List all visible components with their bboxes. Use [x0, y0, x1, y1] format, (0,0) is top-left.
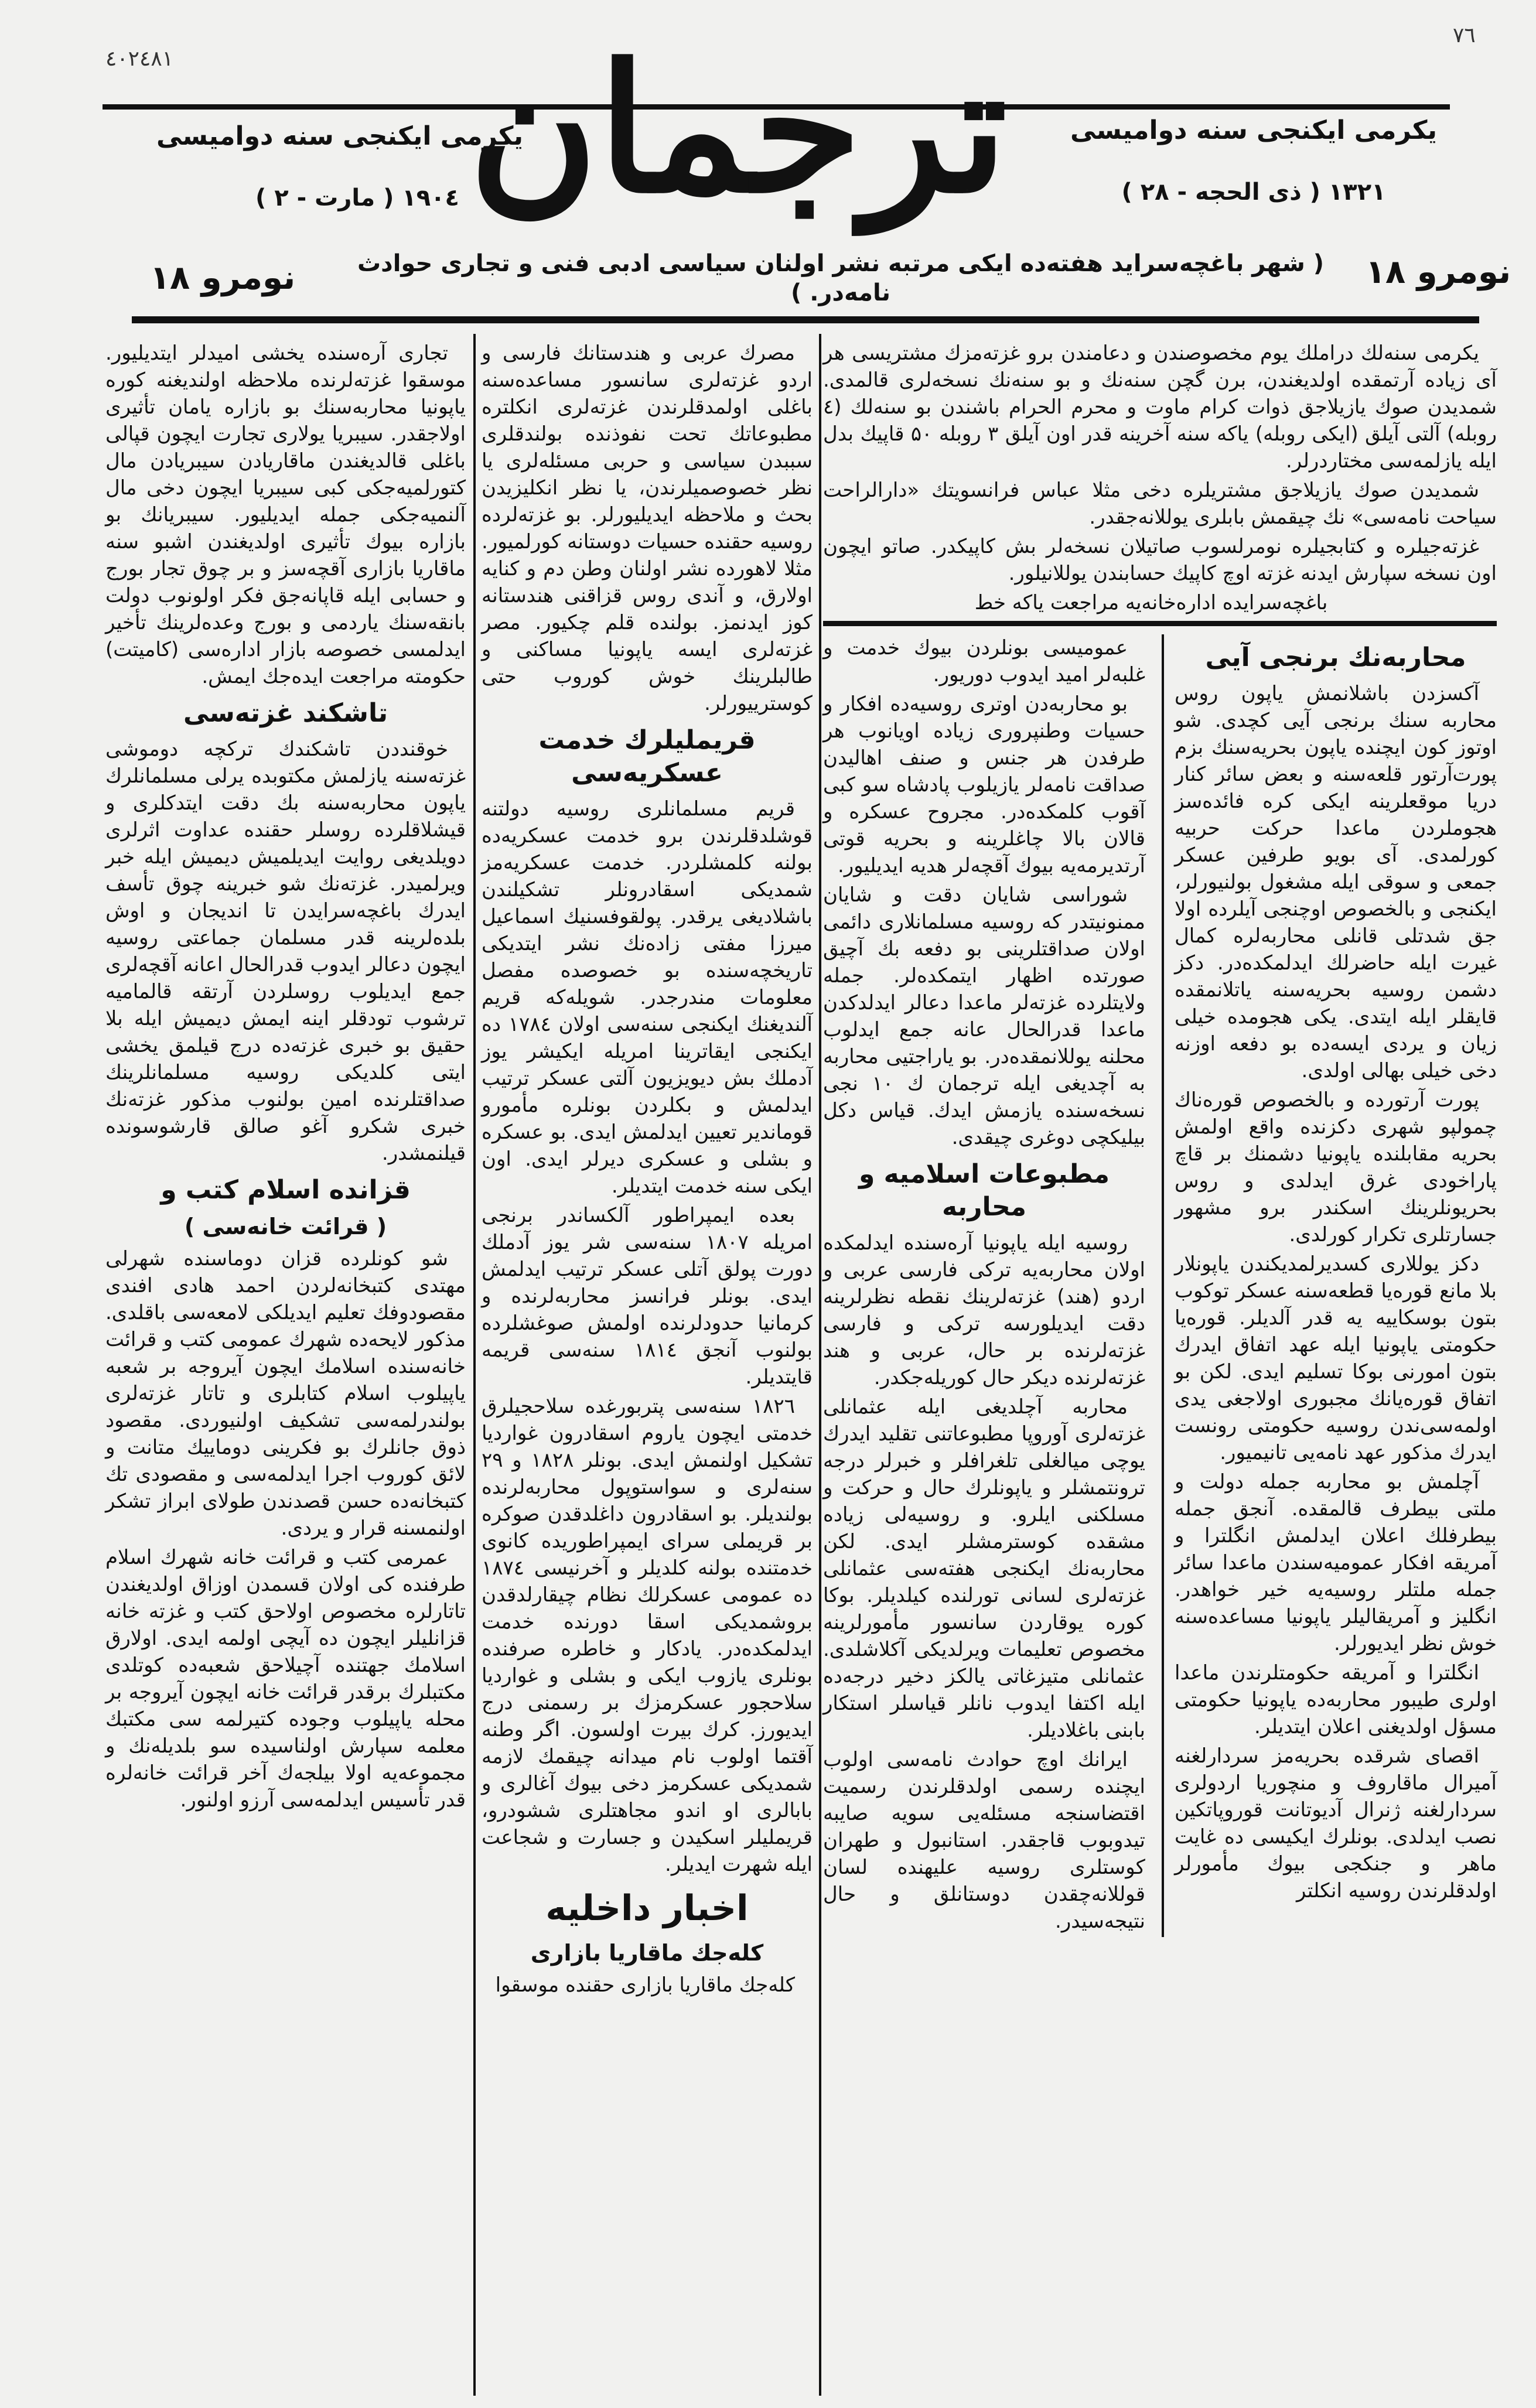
article-subheading: ( قرائت خانه‌سی )	[184, 1214, 387, 1239]
notice-bottom-rule	[823, 621, 1497, 626]
article-paragraph: محاربه آچلدیغی ایله عثمانلی غزته‌لری آوروپا مطبوعاتنی تقلید ایدرك یوچی میالغلی تلغرافلر و خبرلر درجه ترونتمشلر و یاپونلرك حال و حرکت و مسلکنی ایلرو. و روسیه‌لی زیاده مشقده کوسترمشلر ایدی. لکن محاربه‌نك ایکنجی هفته‌سی عثمانلی غزته‌لری لسانی تورلنده کیلدیلر. بوکا کوره یوقاردن سانسور مأمورلرینه مخصوص تعلیمات ویرلدیکی آکلاشلدی. عثمانلی متیزغاتی یالکز دخیر درجه‌ده ایله اکتفا ایدوب نانلر قیاسلر استکار بابنی باغلادیلر.	[823, 1395, 1145, 1742]
article-paragraph: بو محاربه‌دن اوتری روسیه‌ده افکار و حسیات وطنپروری زیاده اویانوب هر طرفدن هر جنس و صنف اهالیدن صداقت نامه‌لر یازیلوب پادشاه سو کبی آقوب کلمکده‌در. مجروح عسکره و قالان بالا چاغلرینه و بحریه قوتی آرتدیرمه‌یه بیوك آقچه‌لر هدیه ایدیلیور.	[823, 692, 1145, 877]
article-heading: قریملیلرك خدمت عسکریه‌سی	[538, 725, 756, 788]
article-paragraph: خوقنددن تاشکندك ترکچه دوموشی غزته‌سنه یازلمش مکتوبده یرلی مسلمانلرك یاپون محاربه‌سنه بك دقت ایتدکلری و قیشلاقلرده روسلر حقنده عداوت اثرلری دویلدیغی روایت ایدیلمیش دیمیش ایله خبر ویرلمیدر. غزته‌نك شو خبرینه چوق تأسف ایدرك باغچه‌سرایدن تا اندیجان و اوش بلده‌لرینه قدر مسلمان جماعتی روسیه ایچون دعالر ایدوب قدرالحال اعانه آقچه‌لری جمع ایدیلوب روسلردن آرتقه قالمامیه ترشوب تودقلر اینه ایمش دیمیش ایله بلا حقیق بو خبری غزته‌ده درج قیلمق یخشی ایتی کلدیکی روسیه مسلمانلرینك صداقتلرنده امین بولنوب مذکور غزته‌نك خبری شکرو آغو صالق قارشوسونده قیلنمشدر.	[105, 737, 466, 1165]
hijri-date: ۱۳۲۱ ( ذی الحجه - ۲۸ )	[1121, 179, 1386, 206]
article-paragraph: انگلترا و آمریقه حکومتلرندن ماعدا اولری طیبور محاربه‌ده یاپونیا حکومتی مسؤل اولدیغنی اعلان ایتدیلر.	[1175, 1661, 1497, 1738]
section-title-domestic-news: اخبار داخلیه	[545, 1888, 749, 1929]
article-column-tashkent-kazan	[105, 340, 466, 1816]
notice-paragraph: شمدیدن صوك یازیلاجق مشتریلره دخی مثلا عباس فرانسویتك «دارالراحت سیاحت نامه‌سی» نك چیقمش بابلری یوللانه‌جقدر.	[823, 479, 1497, 529]
article-paragraph: دکز یوللاری کسدیرلمدیکندن یاپونلار بلا مانع قوره‌یا قطعه‌سنه عسکر توکوب بتون بوسکاییه یه قدر آلدیلر. قوره‌یا حکومتی یاپونیا ایله عهد اتفاق ایدرك بتون امورنی بوکا تسلیم ایدی. لکن بو اتفاق قوره‌یا‌نك مجبوری اولاجغی یدی اولمه‌سی‌ندن روسیه حکومتی رونست ایدرك مذکور عهد نامه‌یی تانیمیور.	[1175, 1252, 1497, 1464]
article-paragraph: تجاری آره‌سنده یخشی امیدلر ایتدیلیور. موسقوا غزته‌لرنده ملاحظه اولندیغنه کوره یاپونیا محاربه‌سنك بو بازاره یامان تأثیری اولاجقدر. سیبریا یولاری تجارت ایچون قپالی باغلی قالدیغندن ماقاریادن سیبریادن مال کتورلمیه‌جکی کبی سیبریا ایچون دخی مال آلنمیه‌جکی جمله ایدیلیور. سیبریانك بو بازاره بیوك تأثیری اولدیغندن اشبو سنه ماقاریا بازاری آقچه‌سز و بر چوق تجار بورج و حسابی ایله قاپانه‌جق فکر اولونوب دولت بانقه‌سنك یاردمی و بورج وعده‌لرینك تأخیر ایدلمسی خصوصه بازار اداره‌سی (کامیتت) حکومته مراجعت ایده‌جك ایمش.	[105, 341, 466, 688]
article-paragraph: آکسزدن باشلانمش یاپون روس محاربه سنك برنجی آیی کچدی. شو اوتوز کون ایچنده یاپون بحریه‌سنك بزم پورت‌آرتور قلعه‌سنه و بعض سائر کنار دریا موقعلرینه ایکی کره فائده‌سز هجوملردن ماعدا حرکت حربیه کورلمدی. آی بویو طرفین عسکر جمعی و سوقی ایله مشغول بولنیورلر، ایکنجی و بالخصوص اوچنجی آیلرده اولا جق شدتلی قانلی محاربه‌لره کمال غیرت ایله حاضرلك ایدلمکده‌در. دکز دشمن روسیه بحریه‌سنه یاتلانمقده قایقلر ایله ایتدی. یکی هجومده خیلی زیان و یردی ایسه‌ده بو دفعه اوزنه دخی خیلی بهالی اولدی.	[1175, 682, 1497, 1082]
article-column-islamic-press	[823, 634, 1145, 1937]
newspaper-title-logo: ترجمان	[469, 25, 1008, 232]
article-heading: مطبوعات اسلامیه و محاربه	[858, 1159, 1110, 1222]
masthead-bottom-rule	[132, 316, 1479, 323]
article-heading: کله‌جك ماقاریا بازاری	[530, 1940, 764, 1966]
article-paragraph: شوراسی شایان دقت و شایان ممنونیتدر که روسیه مسلمانلاری دائمی اولان صداقتلرینی بو دفعه بك آچیق صورتده اظهار ایتمکده‌لر. جمله ولایتلرده غزته‌لر ماعدا دعالر ایدلدکدن ماعدا قدرالحال عانه جمع ایدلوب محلنه یوللانمقده‌در. بو یاراجتیی محاربه به آچدیغی ایله ترجمان ك ۱۰ نجی نسخه‌سنده یازمش ایدك. قیاس دکل بیلیکچی دوغری چیقدی.	[823, 883, 1145, 1149]
notice-paragraph: باغچه‌سرایده اداره‌خانه‌یه مراجعت یاکه خط	[974, 591, 1328, 614]
article-paragraph: شو کونلرده قزان دوماسنده شهرلی مهتدی کتبخانه‌لردن احمد هادی افندی مقصودوفك تعلیم ایدیلکی لامعه‌سی باقلدی. مذکور لایحه‌ده شهرك عمومی کتب و قرائت خانه‌سنده اسلامك ایچون آیروجه بر شعبه یاپیلوب اسلام کتابلری و تاتار غزته‌لری بولندرلمه‌سی تشکیف اولنیوردی. مقصود ذوق جانلرك بو فکرینی دوماییك متانت و لائق کوروب اجرا ایدلمه‌سی و مقصودی تك کتبخانه‌ده حسن قصدندن طولای ابراز تشکر اولنمسنه قرار و یردی.	[105, 1247, 466, 1540]
article-paragraph: اقصای شرقده بحریه‌مز سردارلغنه آمیرال ماقاروف و منچوریا اردولری سردارلغنه ژنرال آدیوتانت قوروپاتکین نصب ایدلدی. بونلرك ایکیسی ده غایت ماهر و جنکجی بیوك مأمورلر اولدقلرندن روسیه انکلتر	[1175, 1744, 1497, 1903]
article-paragraph: ۱۸۲٦ سنه‌سی پتربورغده سلاحجیلرق خدمتی ایچون یاروم اسقادرون غواردیا تشکیل اولنمش ایدی. بونلر ۱۸۲۸ و ۲۹ سنه‌لری و سواستوپول محاربه‌لرنده بولندیلر. بو اسقادرون داغلدقدن صوکره بر قریملی سرای ایمپراطوریده کانوی خدمتنده بولنه کلدیلر و آخرنیسی ۱۸۷٤ ده عمومی عسکرلك نظام چیقارلدقدن بروشمدیکی اسقا دورنده خدمت ایدلمکده‌در. یادکار و خاطره صرفنده بونلری یازوب ایکی و بشلی و غواردیا سلاحجور عسکرمزك بر رسمنی درج ایدیورز. کرك بیرت اولسون. اگر وطنه آقتما اولوب نام میدانه چیقمك لازمه شمدیکی عسکرمز دخی بیوك آغالری و بابالری او اندو مجاهتلری ششودرو، قریملیلر اسکیدن و جسارت و شجاعت ایله شهرت ایدیلر.	[482, 1395, 813, 1876]
article-heading: قزانده اسلام کتب و	[161, 1175, 411, 1205]
column-divider	[819, 334, 821, 2396]
article-paragraph: قریم مسلمانلری روسیه دولتنه قوشلدقلرندن برو خدمت عسکریه‌ده بولنه کلمشلردر. خدمت عسکریه‌مز شمدیکی اسقادرونلر تشکیلندن باشلادیغی یرقدر. پولقوفسنیك اسماعیل میرزا مفتی زاده‌نك نشر ایتدیکی تاریخچه‌سنده بو خصوصده مفصل معلومات مندرجدر. شویله‌که قریم آلندیغنك ایکنجی سنه‌سی اولان ۱۷۸٤ ده ایکنجی ایقاترینا امریله ایکیشر یوز آدملك بش دیویزیون آلتی عسکر ترتیب ایدلمش و بکلردن بونلره مأمورو قوماندیر تعیین ایدلمش ایدی. بو عسکره و بشلی و عسکری دیرلر ایدی. اون ایکی سنه خدمت ایتدیلر.	[482, 797, 813, 1198]
newspaper-subtitle: ( شهر باغچه‌سراید هفته‌ده ایکی مرتبه نشر اولنان سیاسی ادبی فنی و تجاری حوادث نامه‌در. )	[357, 250, 1325, 306]
article-heading: محاربه‌نك برنجی آیی	[1205, 643, 1466, 672]
columns-3-4	[823, 634, 1497, 1937]
article-paragraph: مصرك عربی و هندستانك فارسی و اردو غزته‌لری سانسور مساعده‌سنه باغلی اولمدقلرندن غزته‌لری انکلتره مطبوعاتك تحت نفوذنده بولندقلری سببدن سیاسی و حربی مسئله‌لری یا نظر خصوصمیلرندن، یا نظر انکلیزیدن بحث و ملاحظه ایدیلیورلر. بو غزته‌لرده روسیه حقنده حسیات دوستانه کورلمیور. مثلا لاهورده نشر اولنان وطن دم و کنایه اولارق، و آندی روس قزاقنی هندستانه کوز ایدنمز. بولنده قلم چکیور. مصر غزته‌لری ایسه یاپونیا مساکنی و طالبلرینك خوش کوروب حتی کوسترییورلر.	[482, 341, 813, 715]
article-paragraph: عمومیسی بونلردن بیوك خدمت و غلبه‌لر امید ایدوب دوریور.	[823, 636, 1145, 686]
column-divider	[473, 334, 476, 2396]
article-column-crimean-military-service	[482, 340, 813, 2001]
article-paragraph: آچلمش بو محاربه جمله دولت و ملتی بیطرف قالمقده. آنجق جمله بیطرفلك اعلان ایدلمش انگلترا و آمریقه افکار عمومیه‌سندن ماعدا سائر جمله ملتلر روسیه‌یه خیر خواهدر. انگلیز و آمریقالیلر یاپونیا مساعده‌سنه خوش نظر ایدیورلر.	[1175, 1470, 1497, 1655]
subscription-notice	[823, 340, 1497, 616]
article-paragraph: روسیه ایله یاپونیا آره‌سنده ایدلمکده اولان محاربه‌یه ترکی فارسی عربی و اردو (هند) غزته‌لرینك نقطه نظرلرینه دقت ایدیلورسه ترکی و فارسی غزته‌لرنده بر حال، عربی و هند غزته‌لرنده دیکر حال کوریله‌جکدر.	[823, 1231, 1145, 1389]
article-paragraph: ایرانك اوچ حوادث نامه‌سی اولوب ایچنده رسمی اولدقلرندن رسمیت اقتضاسنجه مسئله‌یی سویه صایبه تیدوبوب قاجقدر. استانبول و طهران کوستلری روسیه علیهنده لسان قوللانه‌چقدن دوستانلق و حال نتیجه‌سیدر.	[823, 1748, 1145, 1933]
article-heading: تاشکند غزته‌سی	[183, 698, 388, 728]
issue-number-right: نومرو ۱۸	[1365, 253, 1511, 291]
article-paragraph: عمرمی کتب و قرائت خانه شهرك اسلام طرفنده کی اولان قسمدن اوزاق اولدیغندن تاتارلره مخصوص اولاحق کتب و غزته خانه قزانلیلر ایچون ده آیچی اولمه ایدی. اولارق اسلامك جهتنده آچیلاحق شعبه‌ده کوتلدی مکتبلرك برقدر قرائت خانه ایچون آیروجه بر محله یاپیلوب وجوده کتیرلمه سی مکتبك معلمه سپارش اولناسیده سو بلدیله‌نك و مجموعه‌یه اولا بیلجه‌ك آخر قرائت خانه‌لره قدر تأسیس ایدلمه‌سی آرزو اولنور.	[105, 1546, 466, 1812]
notice-paragraph: یکرمی سنه‌لك دراملك یوم مخصوصندن و دعامندن برو غزته‌مزك مشتریسی هر آی زیاده آرتمقده اولدیغندن، برن گچن سنه‌نك و بو سنه‌نك نسخه‌لری قالمدی. شمدیدن صوك یازیلاجق ذوات کرام ماوت و محرم الحرام باشندن بو سنه‌لك (٤ روبله) آلتی آیلق (ایکی روبله) یاکه سنه آخرینه قدر اون آیلق ۳ روبله ۵۰ قاپیك بدل ایله یازلمه‌سی مختاردرلر.	[823, 341, 1497, 473]
catalog-mark-left: ٤٠٢٤٨١	[105, 47, 174, 71]
left-tagline: یکرمی ایکنجی سنه دوامیسی	[156, 121, 523, 151]
catalog-mark-right: ٧٦	[1453, 23, 1476, 47]
article-column-war-first-month	[1162, 634, 1497, 1937]
article-paragraph: پورت آرتورده و بالخصوص قوره‌ناك چمولپو شهری دکزنده واقع اولمش بحریه مقابلنده یاپونیا دشمنك بر قاچ پاراخودی غرق ایدلدی و روس بحریونلرینك اسکندر برو مشهور جسارتلری تکرار کورلدی.	[1175, 1088, 1497, 1246]
notice-paragraph: غزته‌جیلره و کتابجیلره نومرلسوب صاتیلان نسخه‌لر بش کاپیکدر. صاتو ایچون اون نسخه سپارش ایدنه غزته اوچ کاپیك حسابندن یوللانیلور.	[823, 535, 1497, 585]
gregorian-date: ۱۹۰٤ ( مارت - ۲ )	[255, 185, 459, 211]
article-paragraph: بعده ایمپراطور آلکساندر برنجی امریله ۱۸۰۷ سنه‌سی شر یوز آدملك دورت پولق آتلی عسکر ترتیب ایدلمش ایدی. بونلر فرانسز محاربه‌لرنده و کرمانیا حدودلرنده اولمش صوغشلرده بولنوب آنجق ۱۸۱٤ سنه‌سی قریمه قایتدیلر.	[482, 1204, 813, 1389]
issue-number-left: نومرو ۱۸	[149, 259, 296, 297]
article-paragraph: کله‌جك ماقاریا بازاری حقنده موسقوا	[495, 1973, 795, 1997]
right-tagline: یکرمی ایکنجی سنه دوامیسی	[1070, 115, 1437, 145]
right-section	[823, 340, 1497, 1937]
